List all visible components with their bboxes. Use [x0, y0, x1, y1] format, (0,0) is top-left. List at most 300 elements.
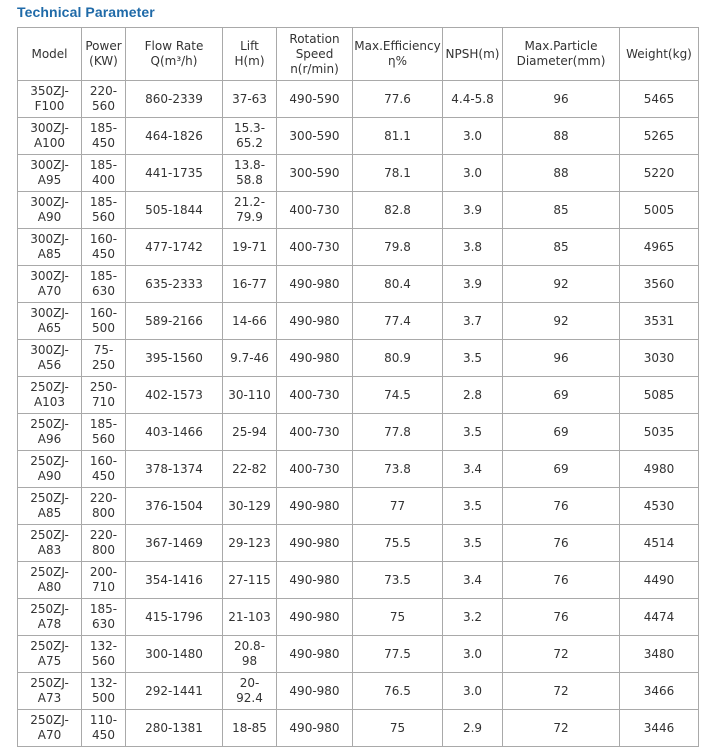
cell-line: 3560: [643, 276, 675, 291]
cell-line: 250ZJ-: [30, 491, 69, 505]
cell-line: 160-: [89, 232, 118, 246]
cell-rotation-speed: [277, 414, 353, 451]
cell-model: [18, 266, 82, 303]
cell-line: A85: [37, 247, 62, 261]
cell-line: A78: [37, 617, 62, 631]
cell-power: [82, 303, 126, 340]
cell-line: 21-103: [228, 609, 271, 624]
cell-line: 3.9: [462, 276, 483, 291]
cell-line: 300ZJ-: [30, 195, 69, 209]
cell-lift: [223, 266, 277, 303]
cell-line: 5465: [643, 91, 675, 106]
cell-line: 490-980: [289, 313, 340, 328]
cell-model: [18, 303, 82, 340]
cell-line: 5005: [643, 202, 675, 217]
cell-line: A85: [37, 506, 62, 520]
cell-line: 2.8: [462, 387, 483, 402]
cell-line: 96: [553, 91, 569, 106]
cell-line: 18-85: [232, 720, 267, 735]
cell-flow-rate: [126, 81, 223, 118]
cell-line: 78.1: [384, 165, 411, 180]
cell-line: 250: [92, 358, 115, 372]
cell-npsh: [443, 81, 503, 118]
cell-line: 400: [92, 173, 115, 187]
cell-line: 3.2: [462, 609, 483, 624]
cell-flow-rate: [126, 599, 223, 636]
cell-line: 72: [553, 683, 569, 698]
cell-line: 250ZJ-: [30, 417, 69, 431]
cell-line: 76: [553, 535, 569, 550]
cell-line: 710: [92, 395, 115, 409]
cell-line: 250ZJ-: [30, 454, 69, 468]
cell-model: [18, 377, 82, 414]
header-line: Flow Rate: [144, 39, 204, 53]
cell-weight: [620, 377, 699, 414]
table-row: [18, 673, 699, 710]
cell-max-particle-diameter: [503, 303, 620, 340]
cell-weight: [620, 81, 699, 118]
cell-lift: [223, 488, 277, 525]
cell-line: 630: [92, 617, 115, 631]
cell-line: 505-1844: [145, 202, 203, 217]
table-row: [18, 599, 699, 636]
cell-line: 464-1826: [145, 128, 203, 143]
cell-line: 630: [92, 284, 115, 298]
header-line: Max.Particle: [524, 39, 598, 53]
header-line: Diameter(mm): [516, 54, 606, 68]
cell-flow-rate: [126, 377, 223, 414]
cell-line: 400-730: [289, 387, 340, 402]
cell-max-particle-diameter: [503, 488, 620, 525]
cell-max-particle-diameter: [503, 81, 620, 118]
header-weight: [620, 28, 699, 81]
cell-line: 4.4-5.8: [451, 91, 494, 106]
cell-line: 220-: [89, 528, 118, 542]
cell-max-particle-diameter: [503, 599, 620, 636]
cell-line: 81.1: [384, 128, 411, 143]
cell-line: 200-: [89, 565, 118, 579]
cell-line: 3.4: [462, 461, 483, 476]
cell-line: 72: [553, 646, 569, 661]
header-power: [82, 28, 126, 81]
table-header: [18, 28, 699, 81]
cell-max-particle-diameter: [503, 636, 620, 673]
cell-line: 20-: [239, 676, 260, 690]
cell-line: A90: [37, 469, 62, 483]
cell-flow-rate: [126, 673, 223, 710]
cell-weight: [620, 562, 699, 599]
cell-model: [18, 155, 82, 192]
cell-max-particle-diameter: [503, 377, 620, 414]
cell-line: 4530: [643, 498, 675, 513]
cell-npsh: [443, 562, 503, 599]
cell-rotation-speed: [277, 340, 353, 377]
cell-max-particle-diameter: [503, 710, 620, 747]
cell-rotation-speed: [277, 266, 353, 303]
cell-power: [82, 710, 126, 747]
cell-max-particle-diameter: [503, 562, 620, 599]
cell-line: 110-: [89, 713, 118, 727]
cell-line: A80: [37, 580, 62, 594]
cell-weight: [620, 414, 699, 451]
cell-line: 4965: [643, 239, 675, 254]
cell-line: A70: [37, 728, 62, 742]
cell-weight: [620, 599, 699, 636]
cell-power: [82, 377, 126, 414]
header-line: Power: [85, 39, 122, 53]
cell-model: [18, 562, 82, 599]
cell-line: 30-110: [228, 387, 271, 402]
cell-flow-rate: [126, 155, 223, 192]
cell-line: 3.4: [462, 572, 483, 587]
cell-max-particle-diameter: [503, 266, 620, 303]
table-row: [18, 81, 699, 118]
cell-line: 300-1480: [145, 646, 203, 661]
header-max-particle-diameter: [503, 28, 620, 81]
cell-line: 220-: [89, 491, 118, 505]
cell-lift: [223, 229, 277, 266]
cell-line: 20.8-: [233, 639, 266, 653]
table-row: [18, 636, 699, 673]
cell-flow-rate: [126, 192, 223, 229]
cell-line: 450: [92, 728, 115, 742]
table-row: [18, 118, 699, 155]
header-line: H(m): [234, 54, 265, 68]
header-line: Max.Efficiency: [354, 39, 441, 53]
cell-power: [82, 525, 126, 562]
cell-line: 14-66: [232, 313, 267, 328]
table-row: [18, 525, 699, 562]
cell-line: 3.9: [462, 202, 483, 217]
cell-weight: [620, 303, 699, 340]
cell-line: 76.5: [384, 683, 411, 698]
cell-line: 65.2: [236, 136, 263, 150]
cell-line: 477-1742: [145, 239, 203, 254]
cell-line: 710: [92, 580, 115, 594]
cell-line: 77.5: [384, 646, 411, 661]
cell-line: 15.3-: [233, 121, 266, 135]
cell-line: 72: [553, 720, 569, 735]
cell-max-particle-diameter: [503, 525, 620, 562]
cell-line: 5035: [643, 424, 675, 439]
cell-line: 395-1560: [145, 350, 203, 365]
cell-line: 85: [553, 202, 569, 217]
cell-line: 77: [389, 498, 406, 513]
cell-line: 96: [553, 350, 569, 365]
cell-line: 2.9: [462, 720, 483, 735]
cell-line: 3.5: [462, 498, 483, 513]
cell-max-particle-diameter: [503, 673, 620, 710]
cell-line: 13.8-: [233, 158, 266, 172]
cell-line: 3030: [643, 350, 675, 365]
cell-rotation-speed: [277, 451, 353, 488]
cell-line: 37-63: [232, 91, 267, 106]
cell-max-particle-diameter: [503, 414, 620, 451]
cell-line: 85: [553, 239, 569, 254]
cell-line: 160-: [89, 454, 118, 468]
cell-line: 560: [92, 99, 115, 113]
cell-line: 76: [553, 498, 569, 513]
cell-line: 5085: [643, 387, 675, 402]
cell-npsh: [443, 488, 503, 525]
cell-rotation-speed: [277, 710, 353, 747]
cell-model: [18, 673, 82, 710]
cell-model: [18, 118, 82, 155]
cell-line: 300ZJ-: [30, 269, 69, 283]
cell-line: 250ZJ-: [30, 602, 69, 616]
cell-lift: [223, 710, 277, 747]
cell-model: [18, 414, 82, 451]
cell-line: A96: [37, 432, 62, 446]
cell-power: [82, 488, 126, 525]
cell-flow-rate: [126, 118, 223, 155]
cell-flow-rate: [126, 636, 223, 673]
cell-line: 490-980: [289, 350, 340, 365]
cell-weight: [620, 229, 699, 266]
cell-line: 490-590: [289, 91, 340, 106]
cell-power: [82, 155, 126, 192]
cell-max-particle-diameter: [503, 340, 620, 377]
cell-line: 77.6: [384, 91, 411, 106]
cell-line: A70: [37, 284, 62, 298]
header-lift: [223, 28, 277, 81]
cell-max-efficiency: [353, 488, 443, 525]
cell-line: A100: [33, 136, 66, 150]
cell-line: A103: [33, 395, 66, 409]
table-row: [18, 340, 699, 377]
cell-max-efficiency: [353, 562, 443, 599]
cell-line: 80.9: [384, 350, 411, 365]
cell-line: 4514: [643, 535, 675, 550]
cell-line: 75: [389, 720, 406, 735]
table-row: [18, 229, 699, 266]
cell-line: 79.8: [384, 239, 411, 254]
cell-lift: [223, 636, 277, 673]
cell-max-particle-diameter: [503, 155, 620, 192]
cell-flow-rate: [126, 562, 223, 599]
cell-power: [82, 118, 126, 155]
cell-weight: [620, 525, 699, 562]
cell-npsh: [443, 710, 503, 747]
cell-flow-rate: [126, 229, 223, 266]
cell-line: 560: [92, 210, 115, 224]
cell-line: 300ZJ-: [30, 306, 69, 320]
header-line: Lift: [240, 39, 259, 53]
cell-line: 73.8: [384, 461, 411, 476]
cell-line: 490-980: [289, 276, 340, 291]
cell-line: 29-123: [228, 535, 271, 550]
cell-weight: [620, 710, 699, 747]
cell-line: 635-2333: [145, 276, 203, 291]
cell-line: 490-980: [289, 683, 340, 698]
cell-line: 3.5: [462, 424, 483, 439]
cell-line: 98: [241, 654, 258, 668]
cell-line: 250ZJ-: [30, 528, 69, 542]
cell-line: 250ZJ-: [30, 565, 69, 579]
cell-line: 3.7: [462, 313, 483, 328]
cell-line: 74.5: [384, 387, 411, 402]
cell-max-efficiency: [353, 118, 443, 155]
cell-max-efficiency: [353, 266, 443, 303]
cell-line: 250ZJ-: [30, 639, 69, 653]
cell-flow-rate: [126, 340, 223, 377]
cell-line: 132-: [89, 639, 118, 653]
cell-line: 185-: [89, 417, 118, 431]
cell-lift: [223, 414, 277, 451]
cell-line: 75-: [93, 343, 114, 357]
cell-line: 376-1504: [145, 498, 203, 513]
cell-npsh: [443, 340, 503, 377]
cell-line: 3.0: [462, 646, 483, 661]
cell-line: 800: [92, 543, 115, 557]
cell-max-efficiency: [353, 414, 443, 451]
page-title: Technical Parameter: [17, 4, 155, 20]
cell-line: 3.0: [462, 128, 483, 143]
cell-model: [18, 525, 82, 562]
cell-max-efficiency: [353, 451, 443, 488]
cell-flow-rate: [126, 525, 223, 562]
cell-line: 490-980: [289, 720, 340, 735]
cell-flow-rate: [126, 303, 223, 340]
cell-line: F100: [34, 99, 65, 113]
cell-flow-rate: [126, 488, 223, 525]
cell-line: 250-: [89, 380, 118, 394]
cell-line: A65: [37, 321, 62, 335]
cell-npsh: [443, 414, 503, 451]
header-line: (KW): [89, 54, 118, 68]
cell-line: 3.5: [462, 535, 483, 550]
cell-line: 400-730: [289, 424, 340, 439]
cell-line: 80.4: [384, 276, 411, 291]
cell-power: [82, 599, 126, 636]
cell-max-efficiency: [353, 340, 443, 377]
cell-line: 560: [92, 654, 115, 668]
table-row: [18, 562, 699, 599]
cell-line: 402-1573: [145, 387, 203, 402]
cell-line: 92: [553, 313, 569, 328]
cell-line: 30-129: [228, 498, 271, 513]
cell-line: A73: [37, 691, 62, 705]
header-line: n(r/min): [290, 61, 339, 76]
cell-max-efficiency: [353, 710, 443, 747]
cell-line: 69: [553, 387, 569, 402]
cell-rotation-speed: [277, 192, 353, 229]
cell-max-efficiency: [353, 673, 443, 710]
cell-rotation-speed: [277, 488, 353, 525]
cell-max-efficiency: [353, 377, 443, 414]
cell-line: 300ZJ-: [30, 158, 69, 172]
cell-line: 75: [389, 609, 406, 624]
cell-rotation-speed: [277, 525, 353, 562]
cell-npsh: [443, 636, 503, 673]
cell-line: 75.5: [384, 535, 411, 550]
cell-line: A90: [37, 210, 62, 224]
cell-line: 450: [92, 469, 115, 483]
cell-line: 132-: [89, 676, 118, 690]
cell-lift: [223, 192, 277, 229]
cell-line: 185-: [89, 158, 118, 172]
header-line: Q(m³/h): [150, 54, 198, 68]
cell-line: 3.5: [462, 350, 483, 365]
cell-model: [18, 599, 82, 636]
cell-line: 250ZJ-: [30, 676, 69, 690]
cell-power: [82, 81, 126, 118]
header-model: [18, 28, 82, 81]
cell-line: 490-980: [289, 498, 340, 513]
cell-flow-rate: [126, 710, 223, 747]
cell-rotation-speed: [277, 636, 353, 673]
cell-line: 400-730: [289, 239, 340, 254]
cell-npsh: [443, 192, 503, 229]
cell-lift: [223, 562, 277, 599]
cell-weight: [620, 192, 699, 229]
header-flow-rate: [126, 28, 223, 81]
cell-line: 3.8: [462, 239, 483, 254]
cell-line: 3466: [643, 683, 675, 698]
cell-rotation-speed: [277, 81, 353, 118]
cell-line: 88: [553, 165, 569, 180]
cell-npsh: [443, 266, 503, 303]
cell-max-efficiency: [353, 303, 443, 340]
header-line: η%: [387, 54, 407, 68]
cell-line: 490-980: [289, 646, 340, 661]
cell-max-particle-diameter: [503, 118, 620, 155]
header-row: [18, 28, 699, 81]
cell-line: 441-1735: [145, 165, 203, 180]
cell-model: [18, 488, 82, 525]
cell-flow-rate: [126, 414, 223, 451]
cell-line: 490-980: [289, 572, 340, 587]
cell-line: 3.0: [462, 165, 483, 180]
cell-line: 3.0: [462, 683, 483, 698]
cell-line: 300-590: [289, 128, 340, 143]
cell-power: [82, 192, 126, 229]
table-row: [18, 451, 699, 488]
cell-npsh: [443, 155, 503, 192]
cell-line: 88: [553, 128, 569, 143]
cell-npsh: [443, 377, 503, 414]
cell-line: 378-1374: [145, 461, 203, 476]
cell-line: 250ZJ-: [30, 380, 69, 394]
cell-rotation-speed: [277, 562, 353, 599]
cell-line: 500: [92, 691, 115, 705]
table-row: [18, 488, 699, 525]
cell-line: 4490: [643, 572, 675, 587]
cell-lift: [223, 673, 277, 710]
cell-lift: [223, 118, 277, 155]
cell-line: 860-2339: [145, 91, 203, 106]
cell-power: [82, 451, 126, 488]
table-row: [18, 303, 699, 340]
cell-max-efficiency: [353, 192, 443, 229]
cell-line: 76: [553, 572, 569, 587]
cell-lift: [223, 377, 277, 414]
cell-rotation-speed: [277, 229, 353, 266]
table-row: [18, 414, 699, 451]
cell-npsh: [443, 229, 503, 266]
cell-weight: [620, 340, 699, 377]
cell-line: 220-: [89, 84, 118, 98]
cell-flow-rate: [126, 451, 223, 488]
cell-npsh: [443, 118, 503, 155]
cell-max-efficiency: [353, 229, 443, 266]
cell-weight: [620, 451, 699, 488]
cell-power: [82, 673, 126, 710]
cell-power: [82, 414, 126, 451]
table-row: [18, 155, 699, 192]
header-line: Speed: [295, 46, 334, 61]
cell-max-particle-diameter: [503, 192, 620, 229]
